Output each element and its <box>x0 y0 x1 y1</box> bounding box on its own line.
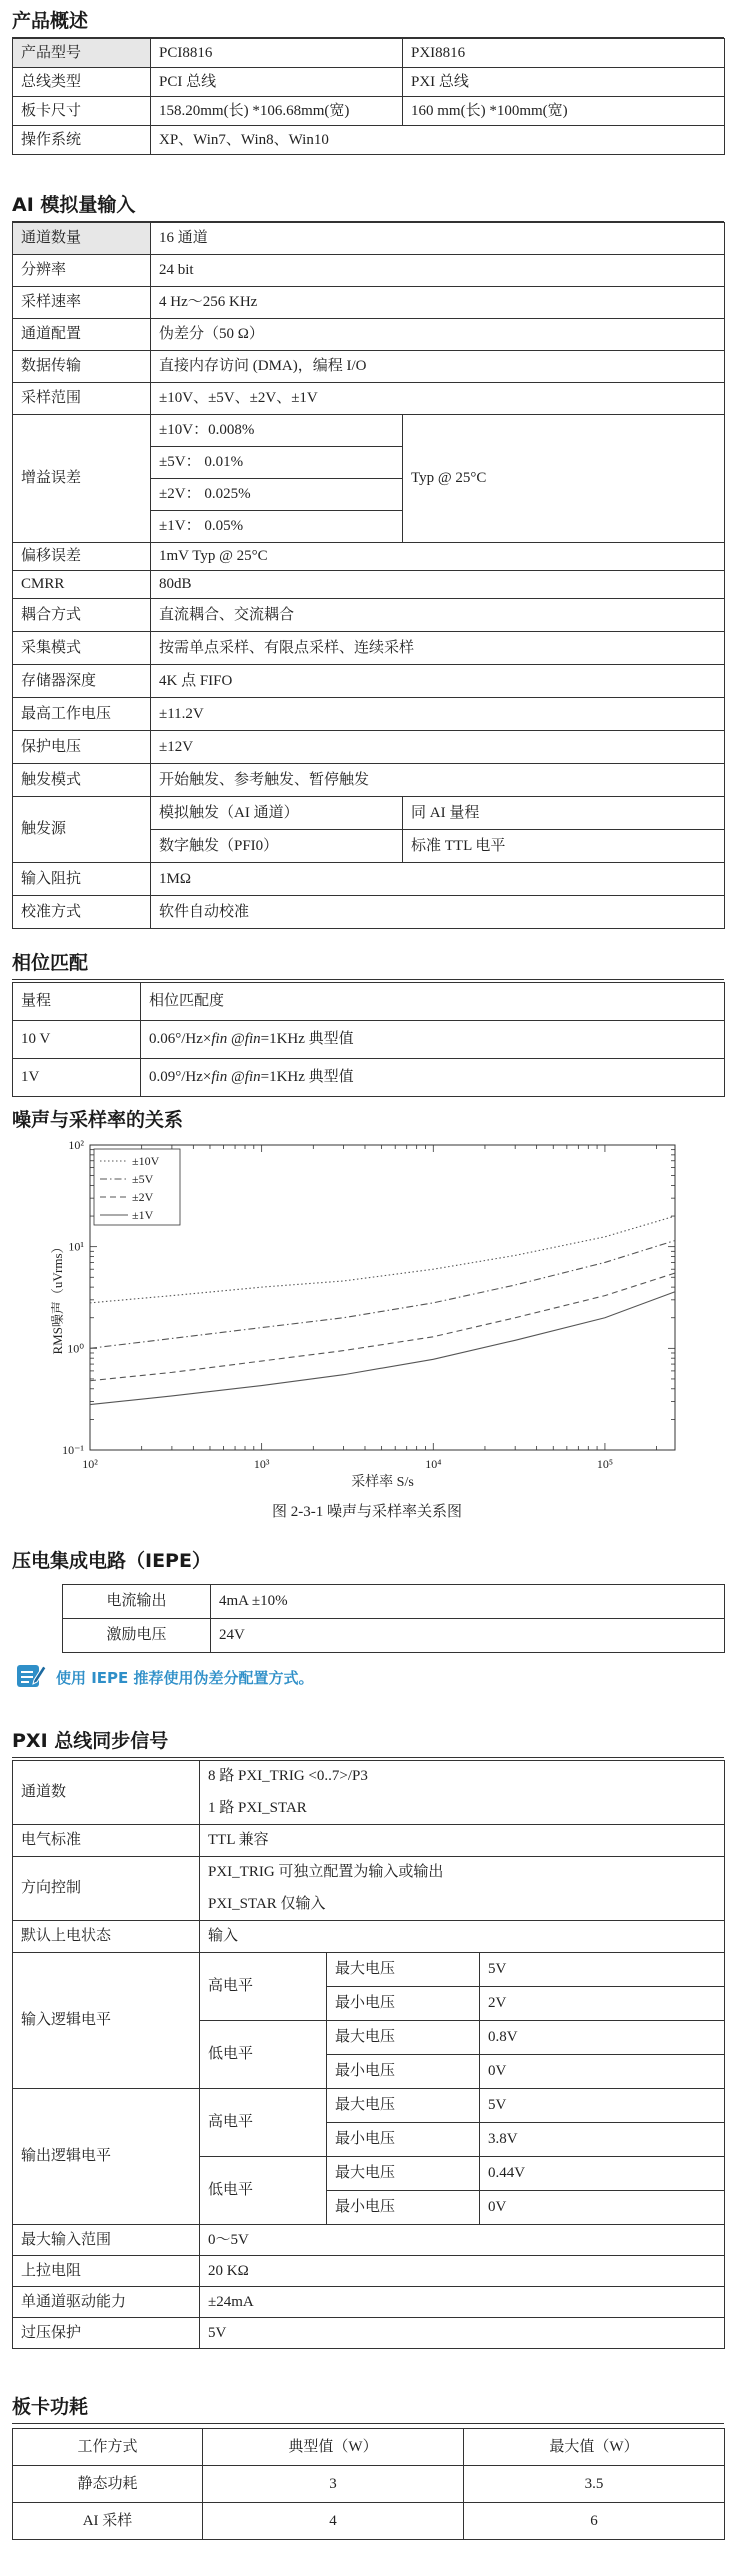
phase-coef: 0.09°/Hz× <box>149 1069 212 1086</box>
table-row <box>13 632 725 665</box>
cell-label: 激励电压 <box>63 1619 211 1653</box>
table-row <box>13 255 725 287</box>
table-row <box>13 983 725 1021</box>
table-row <box>13 896 725 929</box>
cell-value: 同 AI 量程 <box>403 797 725 830</box>
cell-label: 采样速率 <box>13 287 151 319</box>
noise-chart-svg <box>50 1140 710 1500</box>
cell-value: PCI 总线 <box>151 68 403 97</box>
cell-label: 输出逻辑电平 <box>13 2089 200 2225</box>
table-row <box>13 415 725 447</box>
cell-label: 输入逻辑电平 <box>13 1953 200 2089</box>
cell-label: CMRR <box>13 571 151 599</box>
cell-label: 低电平 <box>200 2157 327 2225</box>
cell-value: ±5V： 0.01% <box>151 447 403 479</box>
fin-symbol: fin <box>211 1069 228 1086</box>
cell-value: 0V <box>480 2055 725 2089</box>
cell-label: 分辨率 <box>13 255 151 287</box>
cell-label: 低电平 <box>200 2021 327 2089</box>
cell-value: 4 Hz～256 KHz <box>151 287 725 319</box>
cell-value <box>141 1021 725 1059</box>
cell-value: 3 <box>203 2466 464 2503</box>
table-row <box>13 39 725 68</box>
cell-value: 16 通道 <box>151 223 725 255</box>
table-row <box>13 1761 725 1793</box>
cell-value: ±12V <box>151 731 725 764</box>
cell-value: 0～5V <box>200 2225 725 2256</box>
cell-label: 高电平 <box>200 1953 327 2021</box>
table-row <box>13 599 725 632</box>
cell-label: 偏移误差 <box>13 543 151 571</box>
table-row <box>13 2429 725 2466</box>
cell-label: 采集模式 <box>13 632 151 665</box>
y-tick-label: 10² <box>68 1140 84 1152</box>
cell-value: PXI 总线 <box>403 68 725 97</box>
header-cell: 量程 <box>13 983 141 1021</box>
table-row <box>13 2089 725 2123</box>
cell-label: 静态功耗 <box>13 2466 203 2503</box>
cell-label: 通道数量 <box>13 223 151 255</box>
cell-value: XP、Win7、Win8、Win10 <box>151 126 725 155</box>
y-tick-label: 10¹ <box>68 1239 84 1254</box>
cell-value: 直接内存访问 (DMA)，编程 I/O <box>151 351 725 383</box>
ai-table <box>12 222 725 929</box>
x-tick-label: 10² <box>82 1457 98 1471</box>
cell-label: 增益误差 <box>13 415 151 543</box>
cell-label: 最大输入范围 <box>13 2225 200 2256</box>
series-line-1 <box>90 1216 675 1303</box>
legend-label: ±2V <box>132 1190 154 1204</box>
y-axis-label: RMS噪声（uVrms） <box>50 1240 65 1355</box>
cell-value: 4 <box>203 2503 464 2540</box>
table-row <box>13 1825 725 1857</box>
section-title-phase: 相位匹配 <box>12 948 724 980</box>
note-text: 使用 IEPE 推荐使用伪差分配置方式。 <box>56 1668 314 1687</box>
cell-label: 高电平 <box>200 2089 327 2157</box>
iepe-table <box>62 1584 725 1653</box>
table-row <box>13 383 725 415</box>
cell-label: 1V <box>13 1059 141 1097</box>
x-tick-label: 10⁴ <box>425 1457 442 1471</box>
table-row <box>13 97 725 126</box>
table-row <box>13 2318 725 2349</box>
cell-label: 数据传输 <box>13 351 151 383</box>
cell-value: PXI8816 <box>403 39 725 68</box>
cell-label: 电流输出 <box>63 1585 211 1619</box>
cell-value: 标准 TTL 电平 <box>403 830 725 863</box>
y-tick-label: 10⁻¹ <box>62 1443 84 1457</box>
table-row <box>13 797 725 830</box>
table-row <box>13 2256 725 2287</box>
cell-label: 上拉电阻 <box>13 2256 200 2287</box>
cell-label: 10 V <box>13 1021 141 1059</box>
table-row <box>13 2503 725 2540</box>
cell-label: 最大电压 <box>327 2021 480 2055</box>
cell-label: 采样范围 <box>13 383 151 415</box>
table-row <box>13 863 725 896</box>
cell-value: 80dB <box>151 571 725 599</box>
cell-label: 最大电压 <box>327 2089 480 2123</box>
cell-value: 4mA ±10% <box>211 1585 725 1619</box>
header-cell: 典型值（W） <box>203 2429 464 2466</box>
cell-label: 触发模式 <box>13 764 151 797</box>
cell-value: 1 路 PXI_STAR <box>200 1793 725 1825</box>
cell-label: 最大电压 <box>327 2157 480 2191</box>
cell-value: 2V <box>480 1987 725 2021</box>
cell-value: 直流耦合、交流耦合 <box>151 599 725 632</box>
cell-value: 8 路 PXI_TRIG <0..7>/P3 <box>200 1761 725 1793</box>
fin-symbol: fin <box>244 1069 261 1086</box>
legend-label: ±10V <box>132 1154 160 1168</box>
cell-value: 5V <box>480 2089 725 2123</box>
table-row <box>13 1921 725 1953</box>
cell-label: 最小电压 <box>327 2123 480 2157</box>
table-row <box>13 287 725 319</box>
cell-label: 最小电压 <box>327 2191 480 2225</box>
cell-value: 158.20mm(长) *106.68mm(宽) <box>151 97 403 126</box>
x-tick-label: 10³ <box>253 1457 270 1471</box>
cell-value: 数字触发（PFI0） <box>151 830 403 863</box>
table-row <box>63 1585 725 1619</box>
cell-value: Typ @ 25°C <box>403 415 725 543</box>
table-row <box>13 764 725 797</box>
series-line-2 <box>90 1240 675 1348</box>
cell-value: ±24mA <box>200 2287 725 2318</box>
section-title-pxi: PXI 总线同步信号 <box>12 1726 724 1758</box>
noise-chart <box>50 1140 710 1530</box>
section-title-power: 板卡功耗 <box>12 2392 724 2424</box>
table-row <box>13 2287 725 2318</box>
table-row <box>13 1059 725 1097</box>
cell-label: 耦合方式 <box>13 599 151 632</box>
cell-label: 电气标准 <box>13 1825 200 1857</box>
cell-value: 开始触发、参考触发、暂停触发 <box>151 764 725 797</box>
cell-label: 最大电压 <box>327 1953 480 1987</box>
cell-value: 5V <box>200 2318 725 2349</box>
cell-label: 产品型号 <box>13 39 151 68</box>
phase-at: @ <box>227 1031 245 1048</box>
cell-value: ±10V：0.008% <box>151 415 403 447</box>
cell-value: TTL 兼容 <box>200 1825 725 1857</box>
cell-label: 输入阻抗 <box>13 863 151 896</box>
cell-label: 触发源 <box>13 797 151 863</box>
cell-label: AI 采样 <box>13 2503 203 2540</box>
table-row <box>13 319 725 351</box>
cell-value: ±1V： 0.05% <box>151 511 403 543</box>
cell-value: 0.44V <box>480 2157 725 2191</box>
section-title-iepe: 压电集成电路（IEPE） <box>12 1550 211 1572</box>
cell-value: 24 bit <box>151 255 725 287</box>
header-cell: 工作方式 <box>13 2429 203 2466</box>
cell-value: ±11.2V <box>151 698 725 731</box>
fin-symbol: fin <box>244 1031 261 1048</box>
cell-label: 最高工作电压 <box>13 698 151 731</box>
cell-value: 3.5 <box>464 2466 725 2503</box>
cell-value: 0.8V <box>480 2021 725 2055</box>
chart-caption: 图 2-3-1 噪声与采样率关系图 <box>272 1504 462 1520</box>
cell-value: 按需单点采样、有限点采样、连续采样 <box>151 632 725 665</box>
cell-label: 校准方式 <box>13 896 151 929</box>
x-axis-label: 采样率 S/s <box>351 1475 414 1490</box>
series-line-3 <box>90 1273 675 1381</box>
header-cell: 相位匹配度 <box>141 983 725 1021</box>
power-table <box>12 2428 725 2540</box>
cell-label: 保护电压 <box>13 731 151 764</box>
table-row <box>13 1021 725 1059</box>
cell-value: 软件自动校准 <box>151 896 725 929</box>
cell-value: 4K 点 FIFO <box>151 665 725 698</box>
cell-value: 伪差分（50 Ω） <box>151 319 725 351</box>
cell-label: 最小电压 <box>327 1987 480 2021</box>
cell-value: 模拟触发（AI 通道） <box>151 797 403 830</box>
table-row <box>13 351 725 383</box>
phase-at: @ <box>227 1069 245 1086</box>
table-row <box>13 126 725 155</box>
table-row <box>13 1953 725 1987</box>
table-row <box>13 223 725 255</box>
cell-label: 方向控制 <box>13 1857 200 1921</box>
series-line-4 <box>90 1292 675 1405</box>
note-pencil-icon <box>16 1660 46 1694</box>
cell-value: PCI8816 <box>151 39 403 68</box>
table-row <box>13 571 725 599</box>
cell-value: ±2V： 0.025% <box>151 479 403 511</box>
cell-label: 总线类型 <box>13 68 151 97</box>
table-row <box>63 1619 725 1653</box>
table-row <box>13 2225 725 2256</box>
section-title-ai: AI 模拟量输入 <box>12 190 724 222</box>
cell-label: 存储器深度 <box>13 665 151 698</box>
cell-value: PXI_TRIG 可独立配置为输入或输出 <box>200 1857 725 1889</box>
cell-value: 6 <box>464 2503 725 2540</box>
cell-label: 通道配置 <box>13 319 151 351</box>
table-row <box>13 731 725 764</box>
phase-table <box>12 982 725 1097</box>
table-row <box>13 665 725 698</box>
phase-cond: =1KHz 典型值 <box>260 1031 354 1048</box>
cell-value: 1mV Typ @ 25°C <box>151 543 725 571</box>
cell-label: 操作系统 <box>13 126 151 155</box>
overview-table <box>12 38 725 155</box>
cell-value: 5V <box>480 1953 725 1987</box>
section-title-overview: 产品概述 <box>12 6 724 38</box>
legend-label: ±5V <box>132 1172 154 1186</box>
cell-value: 输入 <box>200 1921 725 1953</box>
table-row <box>13 2466 725 2503</box>
phase-coef: 0.06°/Hz× <box>149 1031 212 1048</box>
iepe-note <box>16 1660 314 1694</box>
cell-label: 单通道驱动能力 <box>13 2287 200 2318</box>
cell-value: 24V <box>211 1619 725 1653</box>
cell-value <box>141 1059 725 1097</box>
x-tick-label: 10⁵ <box>596 1457 614 1471</box>
phase-cond: =1KHz 典型值 <box>260 1069 354 1086</box>
cell-value: 160 mm(长) *100mm(宽) <box>403 97 725 126</box>
cell-value: 3.8V <box>480 2123 725 2157</box>
table-row <box>13 1857 725 1889</box>
cell-value: 0V <box>480 2191 725 2225</box>
header-cell: 最大值（W） <box>464 2429 725 2466</box>
legend-label: ±1V <box>132 1208 154 1222</box>
table-row <box>13 698 725 731</box>
table-row <box>13 68 725 97</box>
cell-label: 过压保护 <box>13 2318 200 2349</box>
cell-value: 20 KΩ <box>200 2256 725 2287</box>
section-title-noise: 噪声与采样率的关系 <box>12 1109 184 1131</box>
cell-label: 默认上电状态 <box>13 1921 200 1953</box>
table-row <box>13 543 725 571</box>
cell-value: PXI_STAR 仅输入 <box>200 1889 725 1921</box>
fin-symbol: fin <box>211 1031 228 1048</box>
cell-label: 最小电压 <box>327 2055 480 2089</box>
cell-label: 通道数 <box>13 1761 200 1825</box>
cell-value: ±10V、±5V、±2V、±1V <box>151 383 725 415</box>
cell-label: 板卡尺寸 <box>13 97 151 126</box>
cell-value: 1MΩ <box>151 863 725 896</box>
pxi-table <box>12 1760 725 2349</box>
y-tick-label: 10⁰ <box>67 1341 84 1356</box>
